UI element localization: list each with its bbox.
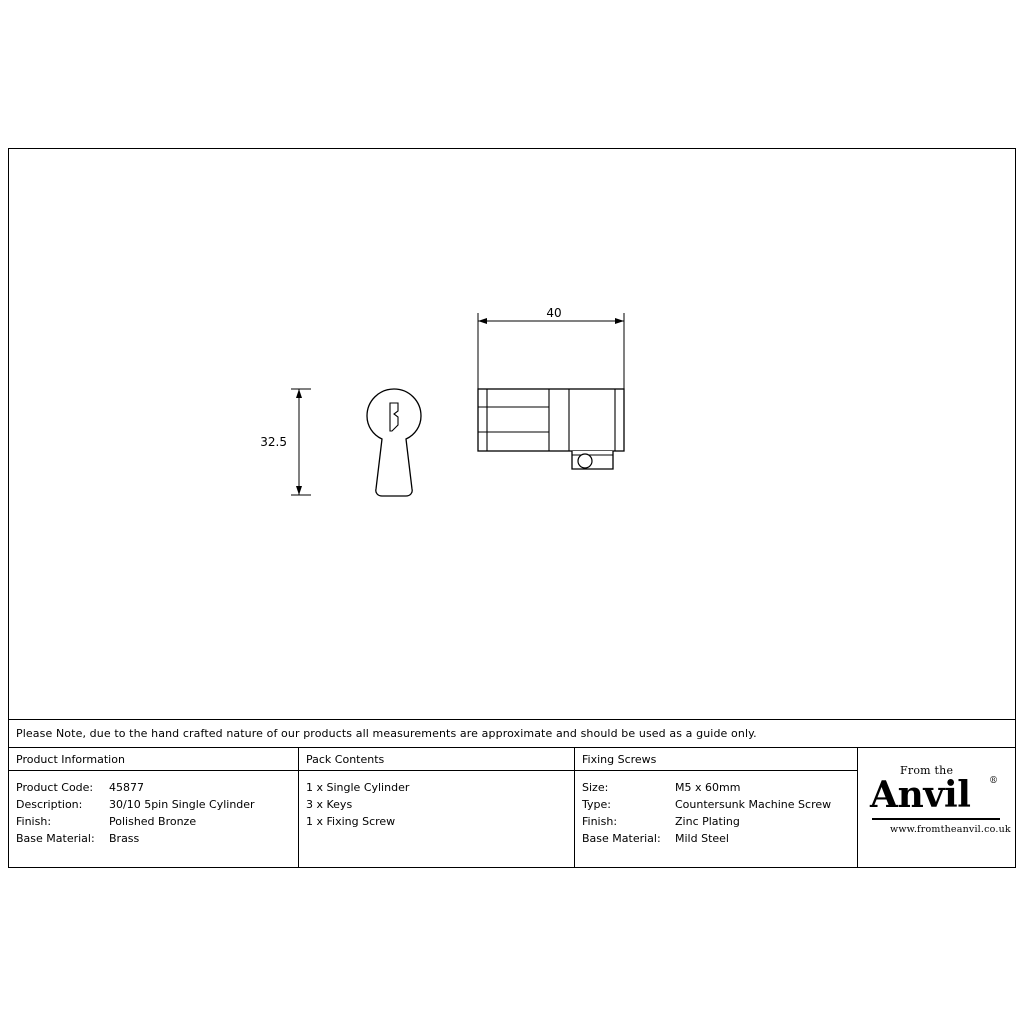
product-information-heading: Product Information bbox=[16, 753, 125, 766]
fixing-screws-column bbox=[575, 748, 858, 867]
pack-contents-column bbox=[299, 748, 575, 867]
product-code-row bbox=[16, 779, 298, 796]
fixing-screws-heading: Fixing Screws bbox=[582, 753, 657, 766]
base-material-label: Base Material: bbox=[16, 832, 95, 845]
screw-size-value: M5 x 60mm bbox=[675, 781, 741, 794]
screw-base-material-value: Mild Steel bbox=[675, 832, 729, 845]
screw-type-value: Countersunk Machine Screw bbox=[675, 798, 832, 811]
pack-contents-item: 1 x Single Cylinder bbox=[306, 781, 410, 794]
screw-base-material-label: Base Material: bbox=[582, 832, 661, 845]
technical-drawing-area bbox=[9, 149, 1015, 719]
finish-row bbox=[16, 813, 298, 830]
drawing-sheet bbox=[8, 148, 1016, 868]
pack-contents-item: 3 x Keys bbox=[306, 798, 353, 811]
logo-divider bbox=[872, 818, 1000, 820]
screw-type-row bbox=[582, 796, 857, 813]
pack-contents-body bbox=[299, 770, 574, 830]
finish-label: Finish: bbox=[16, 815, 52, 828]
screw-size-row bbox=[582, 779, 857, 796]
logo-registered-mark: ® bbox=[989, 776, 998, 786]
measurement-note-text: Please Note, due to the hand crafted nature of our products all measurements are approximate and should be used as a guide only. bbox=[16, 727, 757, 740]
product-code-label: Product Code: bbox=[16, 781, 94, 794]
logo-anvil-text: Anvil bbox=[870, 774, 971, 816]
screw-finish-label: Finish: bbox=[582, 815, 618, 828]
description-row bbox=[16, 796, 298, 813]
logo-website-url: www.fromtheanvil.co.uk bbox=[890, 824, 1011, 835]
screw-finish-row bbox=[582, 813, 857, 830]
screw-size-label: Size: bbox=[582, 781, 609, 794]
brand-logo-column bbox=[858, 748, 1014, 867]
cylinder-drawing-svg bbox=[9, 149, 1015, 719]
logo-from-the-text: From the bbox=[900, 764, 954, 777]
pack-contents-item: 1 x Fixing Screw bbox=[306, 815, 396, 828]
screw-finish-value: Zinc Plating bbox=[675, 815, 740, 828]
base-material-value: Brass bbox=[109, 832, 140, 845]
product-info-table bbox=[9, 747, 1015, 867]
product-information-column bbox=[9, 748, 299, 867]
screw-type-label: Type: bbox=[582, 798, 611, 811]
finish-value: Polished Bronze bbox=[109, 815, 197, 828]
fixing-screws-body bbox=[575, 770, 857, 847]
description-value: 30/10 5pin Single Cylinder bbox=[109, 798, 255, 811]
measurement-note-row bbox=[9, 719, 1015, 747]
product-information-body bbox=[9, 770, 298, 847]
height-dimension-label: 32.5 bbox=[260, 435, 287, 449]
pack-contents-heading: Pack Contents bbox=[306, 753, 385, 766]
description-label: Description: bbox=[16, 798, 83, 811]
base-material-row bbox=[16, 830, 298, 847]
from-the-anvil-logo bbox=[870, 762, 1011, 850]
product-code-value: 45877 bbox=[109, 781, 144, 794]
width-dimension-label: 40 bbox=[546, 306, 562, 320]
screw-base-material-row bbox=[582, 830, 857, 847]
